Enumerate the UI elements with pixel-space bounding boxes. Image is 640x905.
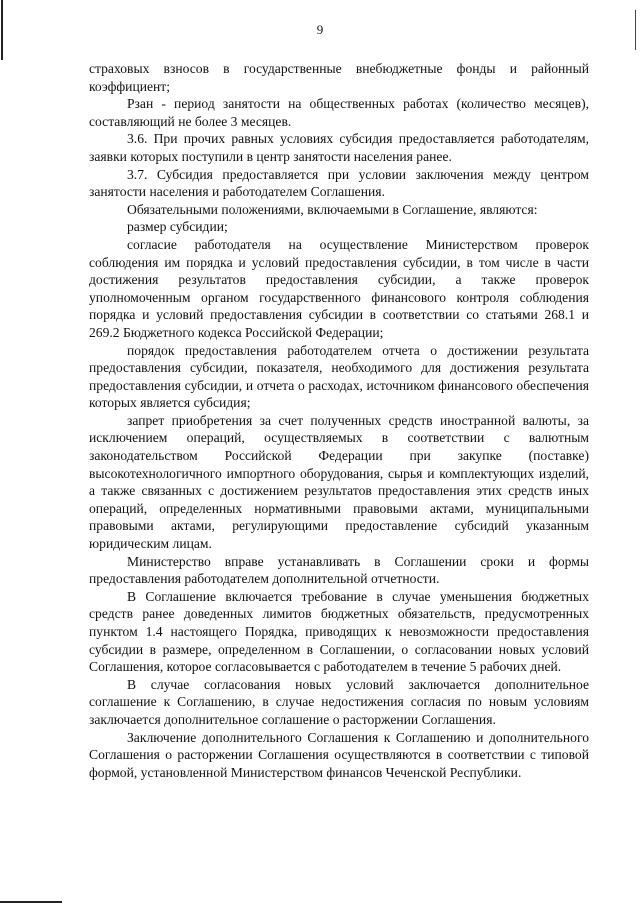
paragraph: 3.6. При прочих равных условиях субсидия предоставляется работодателям, заявки которых поступили в центр занятости населения ранее.	[89, 131, 589, 164]
paragraph: согласие работодателя на осуществление Министерством проверок соблюдения им порядка и условий предоставления субсидии, в том числе в части достижения результатов предоставления субсидии, а также проверок уполномоченным органом государственного финансового контроля соблюдения порядка и условий предоставления субсидии в соответствии со статьями 268.1 и 269.2 Бюджетного кодекса Российской Федерации;	[89, 236, 589, 340]
paragraph: В Соглашение включается требование в случае уменьшения бюджетных средств ранее доведенных лимитов бюджетных обязательств, предусмотренных пунктом 1.4 настоящего Порядка, приводящих к невозможности предоставления субсидии в размере, определенном в Соглашении, о согласовании новых условий Соглашения, которое согласовывается с работодателем в течение 5 рабочих дней.	[89, 588, 589, 675]
body-text	[89, 60, 589, 781]
footer-rule	[0, 901, 62, 903]
paragraph: В случае согласования новых условий заключается дополнительное соглашение к Соглашению, в случае недостижения согласия по новым условиям заключается дополнительное соглашение о расторжении Соглашения.	[89, 676, 589, 727]
paragraph: порядок предоставления работодателем отчета о достижении результата предоставления субсидии, показателя, необходимого для достижения результата предоставления субсидии, и отчета о расходах, источником финансового обеспечения которых является субсидия;	[89, 342, 589, 411]
paragraph: Рзан - период занятости на общественных работах (количество месяцев), составляющий не более 3 месяцев.	[89, 96, 589, 129]
paragraph: 3.7. Субсидия предоставляется при условии заключения между центром занятости населения и работодателем Соглашения.	[89, 166, 589, 200]
paragraph-continuation: страховых взносов в государственные внебюджетные фонды и районный коэффициент;	[89, 61, 589, 94]
paragraph: Обязательными положениями, включаемыми в Соглашение, являются:	[127, 201, 538, 217]
paragraph: Заключение дополнительного Соглашения к Соглашению и дополнительного Соглашения о расторжении Соглашения осуществляются в соответствии с типовой формой, установленной Министерством финансов Чеченской Республики.	[89, 729, 589, 780]
paragraph: Министерство вправе устанавливать в Соглашении сроки и формы предоставления работодателем дополнительной отчетности.	[89, 553, 589, 587]
page-number: 9	[316, 22, 324, 37]
paragraph: размер субсидии;	[127, 219, 228, 235]
paragraph: запрет приобретения за счет полученных средств иностранной валюты, за исключением операций, осуществляемых в соответствии с валютным законодательством Российской Федерации при закупке (поставке) высокотехнологичного импортного оборудования, сырья и комплектующих изделий, а также связанных с достижением результатов предоставления этих средств иных операций, определенных нормативными правовыми актами, муниципальными правовыми актами, регулирующими предоставление субсидий указанным юридическим лицам.	[89, 412, 589, 552]
